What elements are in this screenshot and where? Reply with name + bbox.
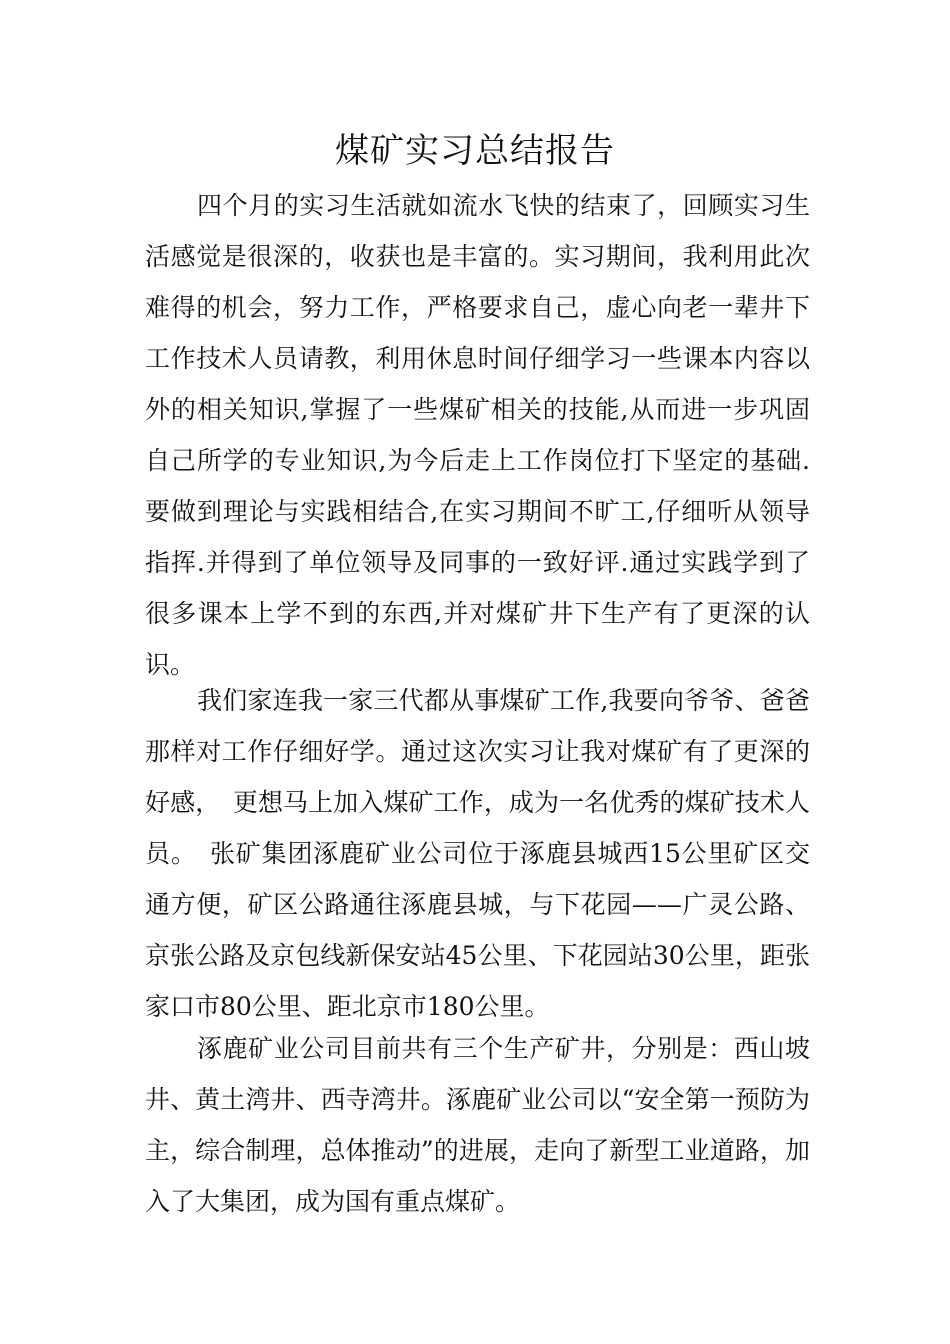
paragraph-mining-company: 涿鹿矿业公司目前共有三个生产矿井，分别是：西山坡井、黄土湾井、西寺湾井。涿鹿矿业公司以“安全第一预防为主，综合制理，总体推动”的进展，走向了新型工业道路，加入了大集团，成为国有重点煤矿。 (145, 1034, 810, 1216)
paragraph-family-and-mine-location: 我们家连我一家三代都从事煤矿工作,我要向爷爷、爸爸那样对工作仔细好学。通过这次实习让我对煤矿有了更深的好感， 更想马上加入煤矿工作，成为一名优秀的煤矿技术人员。 张矿集团涿鹿矿业公司位于涿鹿县城西15公里矿区交通方便，矿区公路通往涿鹿县城，与下花园——广灵公路、京张公路及京包线新保安站45公里、下花园站30公里，距张家口市80公里、距北京市180公里。 (145, 686, 810, 1021)
paragraph-internship-summary: 四个月的实习生活就如流水飞快的结束了，回顾实习生活感觉是很深的，收获也是丰富的。实习期间，我利用此次难得的机会，努力工作，严格要求自己，虚心向老一辈井下工作技术人员请教，利用休息时间仔细学习一些课本内容以外的相关知识,掌握了一些煤矿相关的技能,从而进一步巩固自己所学的专业知识,为今后走上工作岗位打下坚定的基础.要做到理论与实践相结合,在实习期间不旷工,仔细听从领导指挥.并得到了单位领导及同事的一致好评.通过实践学到了很多课本上学不到的东西,并对煤矿井下生产有了更深的认识。 (145, 191, 810, 679)
document-title: 煤矿实习总结报告 (335, 131, 615, 171)
